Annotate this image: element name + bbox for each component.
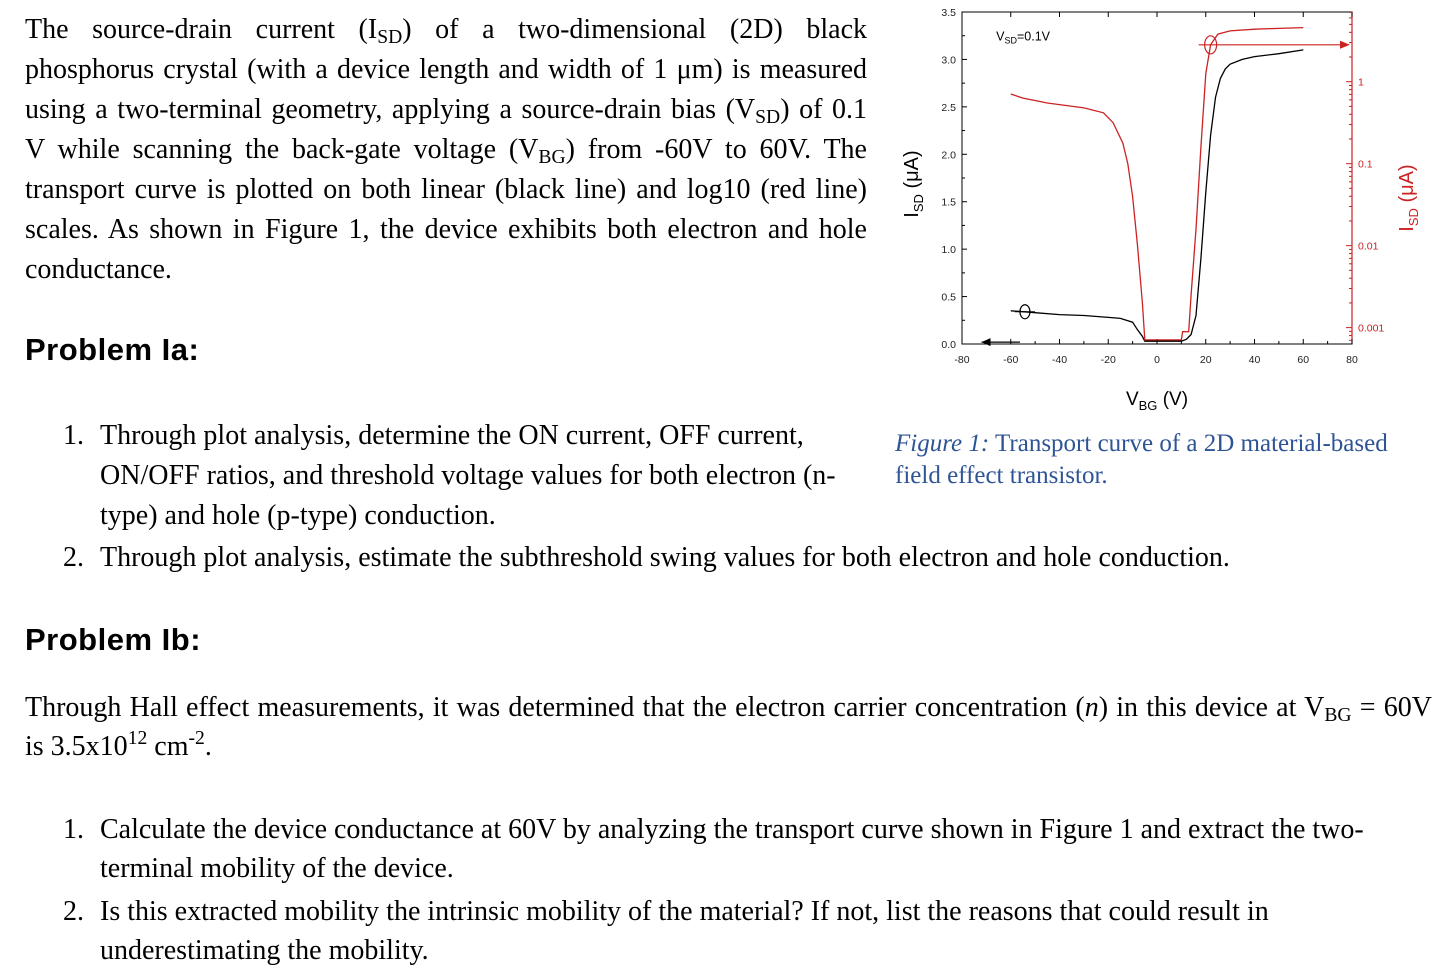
problem-1a-list — [25, 416, 865, 536]
intro-paragraph: The source-drain current $(I_{SD})$ of a two-dimensional (2D) black phosphorus crystal (with a device length and width of 1 μm) is measured using a two-terminal geometry, applying a source-drain bias $(V_{SD})$ of 0.1 V while scanning the back-gate voltage $(V_{BG})$ from -60V to 60V. The transport curve is plotted on both linear (black line) and log10 (red line) scales. As shown in Figure 1, the device exhibits both electron and hole conductance. — [25, 14, 867, 285]
y-left-tick-label: 1.5 — [941, 196, 956, 209]
problem-1b-title: Problem Ib: — [25, 622, 202, 657]
x-tick-label: 0 — [1154, 354, 1160, 366]
y-left-tick-label: 1.0 — [941, 244, 956, 257]
y-left-tick-label: 3.0 — [941, 54, 956, 67]
y-left-axis-label: $I_{SD}$ (μA) — [901, 150, 926, 218]
x-axis-label: $V_{BG}$ (V) — [1125, 389, 1189, 413]
x-tick-label: 40 — [1248, 354, 1261, 366]
plot-frame-box — [962, 12, 1352, 344]
y-right-tick-label: 1 — [1358, 76, 1364, 89]
list-item: 2. Through plot analysis, estimate the subthreshold swing values for both electron and hole conduction. — [63, 542, 1230, 573]
list-item: 1. Calculate the device conductance at 60V by analyzing the transport curve shown in Figure 1 and extract the two-terminal mobility of the device. — [63, 814, 1364, 884]
y-left-tick-label: 0.0 — [941, 339, 956, 351]
y-right-tick-label: 0.001 — [1358, 322, 1385, 335]
x-tick-label: 60 — [1297, 354, 1310, 366]
y-left-tick-label: 2.0 — [941, 149, 956, 162]
problem-1b-list — [25, 810, 1435, 970]
y-left-tick-label: 2.5 — [941, 101, 956, 114]
y-right-axis-label: $I_{SD}$ (μA) — [1396, 164, 1421, 232]
list-item: 1. Through plot analysis, determine the ON current, OFF current, ON/OFF ratios, and threshold voltage values for both electron (n-type) and hole (p-type) conduction. — [63, 420, 836, 531]
y-left-tick-label: 0.5 — [941, 291, 956, 304]
bias-annotation: $V_{SD}=0.1V$ — [996, 29, 1050, 46]
left-axis-arrow-head — [982, 338, 991, 346]
x-tick-label: -20 — [1100, 354, 1116, 366]
transport-curve-figure — [890, 0, 1440, 420]
x-tick-label: -80 — [954, 354, 970, 366]
y-left-tick-label: 3.5 — [941, 7, 956, 19]
list-item: 2. Is this extracted mobility the intrinsic mobility of the material? If not, list the reasons that could result in underestimating the mobility. — [63, 896, 1269, 966]
right-axis-arrow-head — [1340, 41, 1350, 49]
x-tick-label: -40 — [1051, 354, 1068, 366]
problem-1a-title: Problem Ia: — [25, 332, 200, 367]
figure-caption: Figure 1: Transport curve of a 2D material-based field effect transistor. — [895, 430, 1388, 489]
problem-1a-list-2 — [25, 538, 1435, 578]
x-tick-label: 80 — [1346, 354, 1358, 366]
problem-1b-paragraph: Through Hall effect measurements, it was determined that the electron carrier concentration (n) in this device at $V_{BG} = 60V$ is $3.5x10^{12}$ $cm^{-2}$. — [25, 692, 1432, 762]
y-right-tick-label: 0.01 — [1358, 240, 1379, 253]
series-line-log10 — [1011, 28, 1304, 340]
series-line-linear — [1011, 50, 1304, 341]
x-tick-label: -60 — [1003, 354, 1019, 366]
x-tick-label: 20 — [1199, 354, 1212, 366]
y-right-tick-label: 0.1 — [1358, 158, 1373, 171]
